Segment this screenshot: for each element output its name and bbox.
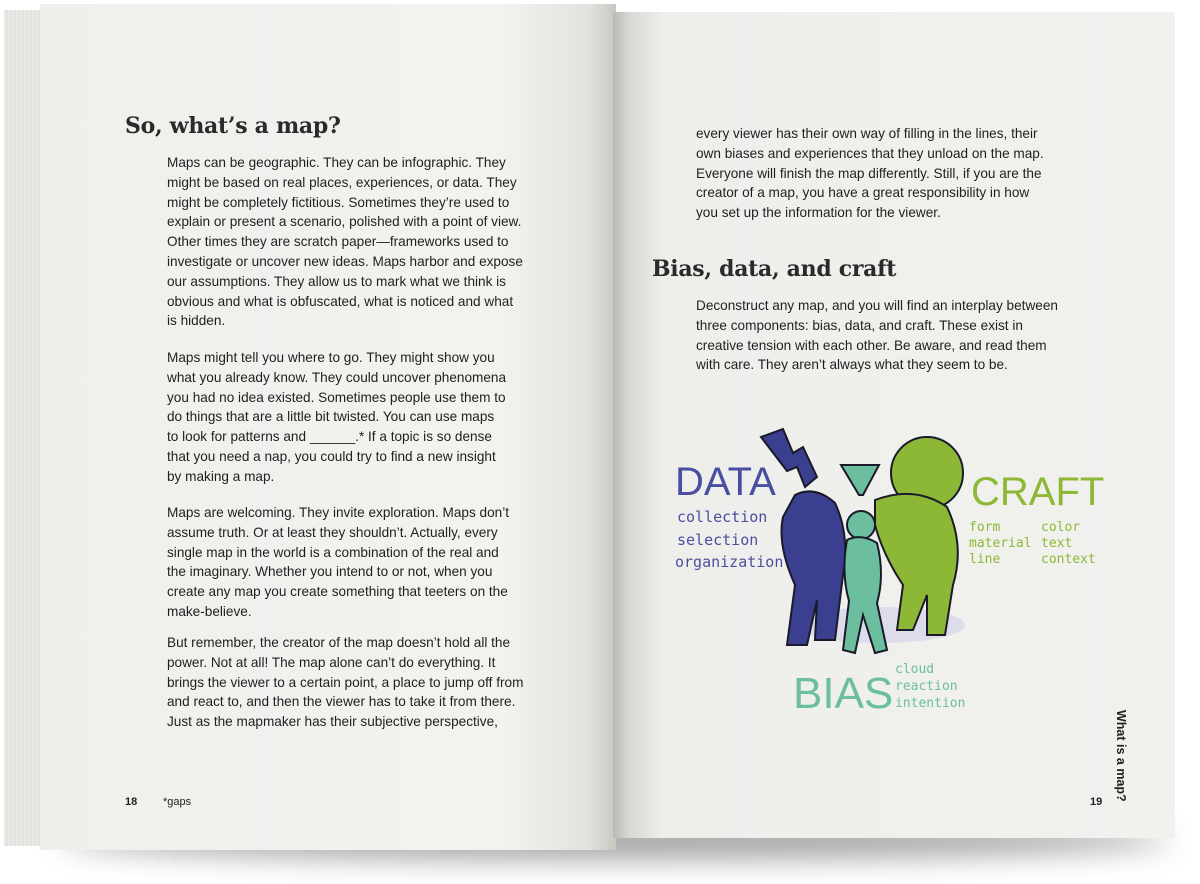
text-line: every viewer has their own way of filling in the lines, their <box>696 126 1038 141</box>
craft-item-context: context <box>1041 552 1096 567</box>
text-line: Maps can be geographic. They can be infographic. They <box>167 155 506 170</box>
text-line: and react to, and then the viewer has to take it from there. <box>167 694 516 710</box>
craft-figure <box>875 437 963 635</box>
craft-item-form: form <box>969 520 1001 535</box>
text-line: is hidden. <box>167 313 226 329</box>
bias-data-craft-illustration <box>665 425 1115 725</box>
text-line: to look for patterns and ______.* If a topic is so dense <box>167 429 492 445</box>
running-head: What is a map? <box>1114 710 1128 802</box>
left-paragraph-2 <box>167 348 506 487</box>
text-line: creative tension with each other. Be aware, and read them <box>696 337 1047 353</box>
craft-item-text: text <box>1041 536 1073 551</box>
bias-item-intention: intention <box>895 696 966 711</box>
text-line: make-believe. <box>167 603 252 619</box>
text-line: create any map you create something that teeters on the <box>167 584 508 600</box>
bias-item-reaction: reaction <box>895 679 958 694</box>
text-line: our assumptions. They allow us to mark what we think is <box>167 273 506 289</box>
left-page-heading: So, what’s a map? <box>125 113 341 139</box>
text-line: what you already know. They could uncover phenomena <box>167 369 507 385</box>
text-line: Maps are welcoming. They invite exploration. Maps don’t <box>167 505 510 520</box>
text-line: explain or present a scenario, polished with a point of view. <box>167 214 522 230</box>
text-line: Just as the mapmaker has their subjective perspective, <box>167 714 498 730</box>
text-line: Everyone will finish the map differently. Still, if you are the <box>696 165 1042 181</box>
text-line: But remember, the creator of the map doesn’t hold all the <box>167 635 511 650</box>
right-paragraph <box>696 296 1058 375</box>
left-paragraph-4 <box>167 633 523 732</box>
bias-title: BIAS <box>793 669 894 718</box>
text-line: that you need a nap, you could try to find a new insight <box>167 448 496 464</box>
text-line: Maps might tell you where to go. They might show you <box>167 350 495 365</box>
text-line: power. Not at all! The map alone can’t do everything. It <box>167 654 496 670</box>
right-continued-paragraph <box>696 124 1044 223</box>
left-paragraph-3 <box>167 503 509 622</box>
text-line: obvious and what is obfuscated, what is noticed and what <box>167 293 514 309</box>
page-edges <box>4 10 44 846</box>
right-page-heading: Bias, data, and craft <box>652 256 897 282</box>
text-line: creator of a map, you have a great responsibility in how <box>696 185 1030 201</box>
text-line: Deconstruct any map, and you will find an interplay between <box>696 298 1058 313</box>
craft-item-material: material <box>969 536 1032 551</box>
text-line: might be completely fictitious. Sometimes they’re used to <box>167 194 510 210</box>
bias-item-cloud: cloud <box>895 662 935 677</box>
data-title: DATA <box>675 460 776 504</box>
craft-item-line: line <box>969 552 1001 567</box>
text-line: Other times they are scratch paper—frameworks used to <box>167 234 509 250</box>
text-line: brings the viewer to a certain point, a place to jump off from <box>167 674 524 690</box>
right-page-number: 19 <box>1090 796 1103 808</box>
left-page-number: 18 <box>125 796 138 808</box>
text-line: do things that are a little bit twisted. You can use maps <box>167 409 495 425</box>
text-line: single map in the world is a combination of the real and <box>167 544 499 560</box>
craft-title: CRAFT <box>971 470 1105 514</box>
text-line: three components: bias, data, and craft. These exist in <box>696 317 1023 333</box>
craft-item-color: color <box>1041 520 1081 535</box>
data-item-organization: organization <box>675 553 784 571</box>
text-line: you set up the information for the viewer. <box>696 205 941 221</box>
text-line: might be based on real places, experiences, or data. They <box>167 174 517 190</box>
left-paragraph-1 <box>167 153 523 331</box>
text-line: investigate or uncover new ideas. Maps harbor and expose <box>167 253 523 269</box>
footnote: *gaps <box>163 796 192 808</box>
text-line: by making a map. <box>167 468 275 484</box>
data-item-collection: collection <box>677 508 768 526</box>
text-line: assume truth. Or at least they shouldn’t. Actually, every <box>167 524 498 540</box>
text-line: you had no idea existed. Sometimes people use them to <box>167 389 506 405</box>
text-line: the imaginary. Whether you intend to or not, when you <box>167 564 493 580</box>
text-line: own biases and experiences that they unload on the map. <box>696 145 1044 161</box>
text-line: with care. They aren’t always what they seem to be. <box>696 357 1008 373</box>
data-item-selection: selection <box>677 531 759 549</box>
